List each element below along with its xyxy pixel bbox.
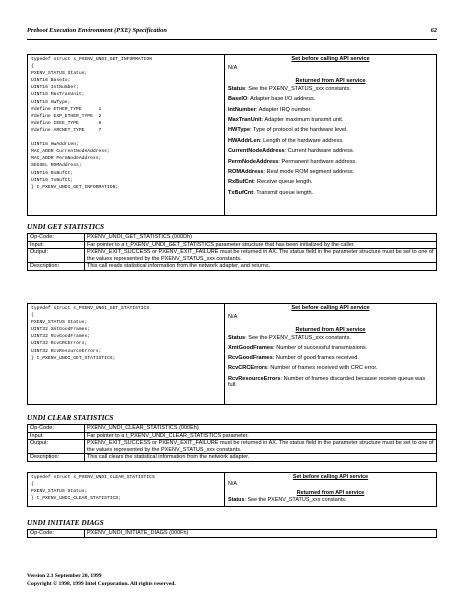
- code-line: PXENV_STATUS Status;: [31, 71, 88, 77]
- field-name: RxBufCnt: [228, 179, 254, 186]
- footer-version: Version 2.1 September 20, 1999: [27, 573, 102, 579]
- op-rows: [28, 425, 437, 462]
- field-list: [228, 86, 433, 197]
- field-name: BaseIO: [228, 96, 248, 103]
- row-label: Op-Code:: [28, 234, 85, 242]
- field-description: RcvGoodFrames: Number of good frames received.: [228, 355, 359, 362]
- code-line: {: [31, 482, 34, 488]
- field-name: XmtGoodFrames: [228, 344, 274, 351]
- field-desc: See the PXENV_STATUS_xxx constants.: [247, 496, 347, 503]
- field-desc: See the PXENV_STATUS_xxx constants.: [248, 334, 351, 341]
- code-line: typedef struct s_PXENV_UNDI_GET_INFORMATION: [31, 57, 152, 62]
- op-rows: [28, 530, 437, 538]
- field-desc: Adapter base I/O address.: [250, 96, 316, 103]
- field-name: ROMAddress: [228, 168, 264, 175]
- clear-statistics-struct-block: [27, 472, 437, 507]
- field-name: PermNodeAddress: [228, 158, 279, 165]
- field-name: Status: [228, 85, 246, 92]
- code-line: UINT16 IntNumber;: [31, 85, 79, 91]
- code-line: PXENV_STATUS Status;: [31, 489, 88, 495]
- field-name: HWAddrLen: [228, 137, 261, 144]
- field-name: RcvGoodFrames: [228, 355, 273, 362]
- code-line: UINT32 RcvResourceErrors;: [31, 348, 102, 354]
- field-desc: See the PXENV_STATUS_xxx constants.: [248, 85, 351, 92]
- field-list: [228, 335, 433, 390]
- table-row: [28, 440, 437, 454]
- code-line: UINT16 TxBufCt;: [31, 177, 74, 183]
- table-row: [28, 241, 437, 249]
- field-description: RcvResourceErrors: Number of frames discarded because receive queue was full.: [228, 375, 426, 389]
- field-description: Status: See the PXENV_STATUS_xxx constants.: [228, 496, 347, 503]
- returned-from-heading: Returned from API service: [295, 326, 366, 333]
- field-name: RcvCRCErrors: [228, 365, 268, 372]
- field-list: [228, 497, 433, 503]
- row-text: PXENV_UNDI_GET_STATISTICS (000Dh): [85, 234, 437, 242]
- get-statistics-struct-block: [27, 303, 437, 405]
- code-line: UINT32 RcvGoodFrames;: [31, 334, 91, 340]
- returned-from-heading: Returned from API service: [295, 77, 366, 84]
- field-desc: Transmit queue length.: [256, 189, 314, 196]
- field-descriptions: [225, 473, 436, 504]
- code-line: MAC_ADDR PermNodeAddress;: [31, 156, 102, 162]
- field-name: RcvResourceErrors: [228, 375, 281, 382]
- field-name: HWType: [228, 127, 250, 134]
- code-line: UINT16 MaxTranUnit;: [31, 92, 85, 98]
- field-desc: Adapter maximum transmit unit.: [264, 116, 344, 123]
- field-description: ROMAddress: Real mode ROM segment address.: [228, 168, 355, 175]
- section-heading-clear-statistics: UNDI CLEAR STATISTICS: [27, 413, 114, 422]
- table-row: [28, 425, 437, 433]
- field-description: IntNumber: Adapter IRQ number.: [228, 106, 312, 113]
- field-description: CurrentNodeAddress: Current hardware address.: [228, 148, 355, 155]
- field-desc: Type of protocol at the hardware level.: [252, 127, 348, 134]
- get-information-struct-block: [27, 54, 437, 216]
- clear-statistics-table: [27, 424, 437, 462]
- section-heading-initiate-diags: UNDI INITIATE DIAGS: [27, 518, 104, 527]
- field-description: MaxTranUnit: Adapter maximum transmit unit.: [228, 116, 344, 123]
- returned-from-heading: Returned from API service: [296, 490, 365, 497]
- set-before-heading: Set before calling API service: [292, 474, 369, 480]
- code-line: [31, 134, 221, 141]
- set-before-heading: Set before calling API service: [291, 305, 370, 311]
- code-line: } t_PXENV_UNDI_CLEAR_STATISTICS;: [31, 496, 122, 502]
- field-desc: Current hardware address.: [287, 148, 355, 155]
- field-desc: Number of good frames received.: [275, 355, 359, 362]
- field-name: Status: [228, 496, 245, 503]
- code-listing: [28, 304, 225, 404]
- field-description: Status: See the PXENV_STATUS_xxx constants.: [228, 85, 351, 92]
- footer-copyright: Copyright © 1998, 1999 Intel Corporation. All rights reserved.: [27, 580, 176, 587]
- code-line: } t_PXENV_UNDI_GET_INFORMATION;: [31, 184, 119, 190]
- input-na: N/A: [228, 64, 238, 71]
- row-label: Output:: [28, 440, 85, 454]
- field-name: CurrentNodeAddress: [228, 148, 285, 155]
- row-text: This call reads statistical information from the network adapter, and returns.: [85, 263, 437, 271]
- code-line: UINT16 RxBufCt;: [31, 170, 74, 176]
- field-description: BaseIO: Adapter base I/O address.: [228, 96, 316, 103]
- field-desc: Permanent hardware address.: [281, 158, 357, 165]
- code-line: MAC_ADDR CurrentNodeAddress;: [31, 149, 110, 155]
- code-line: #define IEEE_TYPE 6: [31, 120, 102, 126]
- header-title: Preboot Execution Environment (PXE) Specification: [27, 27, 167, 34]
- field-name: IntNumber: [228, 106, 256, 113]
- row-text: PXENV_EXIT_SUCCESS or PXENV_EXIT_FAILURE must be returned in AX. The status field in the parameter structure must be set to one of the values represented by the PXENV_STATUS_xxx constants.: [85, 249, 437, 263]
- field-description: PermNodeAddress: Permanent hardware address.: [228, 158, 357, 165]
- table-row: [28, 530, 437, 538]
- row-text: Far pointer to a t_PXENV_UNDI_CLEAR_STATISTICS parameter.: [85, 432, 437, 440]
- get-statistics-table: [27, 233, 437, 271]
- row-label: Input:: [28, 241, 85, 249]
- page-header: [27, 27, 437, 40]
- table-row: [28, 263, 437, 271]
- field-desc: Receive queue length.: [256, 179, 313, 186]
- input-na: N/A: [228, 481, 237, 488]
- code-listing: [28, 55, 225, 215]
- code-line: SEGSEL ROMAddress;: [31, 163, 82, 169]
- set-before-heading: Set before calling API service: [291, 56, 370, 62]
- code-line: {: [31, 313, 34, 319]
- field-description: RxBufCnt: Receive queue length.: [228, 179, 313, 186]
- field-description: RcvCRCErrors: Number of frames received with CRC error.: [228, 365, 378, 372]
- field-name: TxBufCnt: [228, 189, 254, 196]
- row-text: PXENV_UNDI_INITIATE_DIAGS (000Fh): [85, 530, 437, 538]
- code-line: UINT16 HwType;: [31, 99, 71, 105]
- field-description: XmtGoodFrames: Number of successful transmissions.: [228, 344, 368, 351]
- row-label: Description:: [28, 263, 85, 271]
- row-text: PXENV_EXIT_SUCCESS or PXENV_EXIT_FAILURE must be returned in AX. The status field in the parameter structure must be set to one of the values represented by the PXENV_STATUS_xxx constants.: [85, 440, 437, 454]
- input-na: N/A: [228, 313, 238, 320]
- field-descriptions: [225, 304, 436, 394]
- table-row: [28, 454, 437, 462]
- field-name: MaxTranUnit: [228, 116, 262, 123]
- field-desc: Number of successful transmissions.: [276, 344, 368, 351]
- row-label: Description:: [28, 454, 85, 462]
- code-line: UINT16 BaseIo;: [31, 78, 71, 84]
- code-line: UINT32 XmtGoodFrames;: [31, 327, 91, 333]
- code-line: UINT32 RcvCRCErrors;: [31, 341, 88, 347]
- code-line: typedef struct s_PXENV_UNDI_CLEAR_STATISTICS: [31, 475, 155, 480]
- code-line: #define ARCNET_TYPE 7: [31, 127, 102, 133]
- field-desc: Adapter IRQ number.: [258, 106, 312, 113]
- row-label: Op-Code:: [28, 425, 85, 433]
- row-label: Input:: [28, 432, 85, 440]
- table-row: [28, 234, 437, 242]
- field-desc: Length of the hardware address.: [263, 137, 344, 144]
- code-line: PXENV_STATUS Status;: [31, 320, 88, 326]
- code-line: #define ETHER_TYPE 1: [31, 106, 102, 112]
- field-description: HWAddrLen: Length of the hardware address.: [228, 137, 344, 144]
- row-text: Far pointer to a t_PXENV_UNDI_GET_STATISTICS parameter structure that has been initialized by the caller.: [85, 241, 437, 249]
- table-row: [28, 432, 437, 440]
- row-text: PXENV_UNDI_CLEAR_STATISTICS (000Eh): [85, 425, 437, 433]
- code-line: {: [31, 64, 34, 70]
- op-rows: [28, 234, 437, 271]
- table-row: [28, 249, 437, 263]
- field-description: TxBufCnt: Transmit queue length.: [228, 189, 314, 196]
- page-footer: [27, 573, 176, 588]
- page-number: 62: [430, 27, 437, 34]
- row-label: Op-Code:: [28, 530, 85, 538]
- section-heading-get-statistics: UNDI GET STATISTICS: [27, 222, 105, 231]
- code-listing: [28, 473, 225, 506]
- row-text: This call clears the statistical information from the network adapter.: [85, 454, 437, 462]
- field-name: Status: [228, 334, 246, 341]
- field-description: HWType: Type of protocol at the hardware level.: [228, 127, 348, 134]
- initiate-diags-table: [27, 529, 437, 538]
- field-description: Status: See the PXENV_STATUS_xxx constants.: [228, 334, 351, 341]
- code-line: #define EXP_ETHER_TYPE 2: [31, 113, 102, 119]
- field-desc: Number of frames discarded because receive queue was full.: [228, 375, 426, 389]
- row-label: Output:: [28, 249, 85, 263]
- code-line: typedef struct s_PXENV_UNDI_GET_STATISTICS: [31, 306, 150, 311]
- field-desc: Number of frames received with CRC error.: [270, 365, 378, 372]
- field-descriptions: [225, 55, 436, 201]
- code-line: } t_PXENV_UNDI_GET_STATISTICS;: [31, 355, 116, 361]
- field-desc: Real mode ROM segment address.: [266, 168, 355, 175]
- code-line: UINT16 HwAddrLen;: [31, 142, 79, 148]
